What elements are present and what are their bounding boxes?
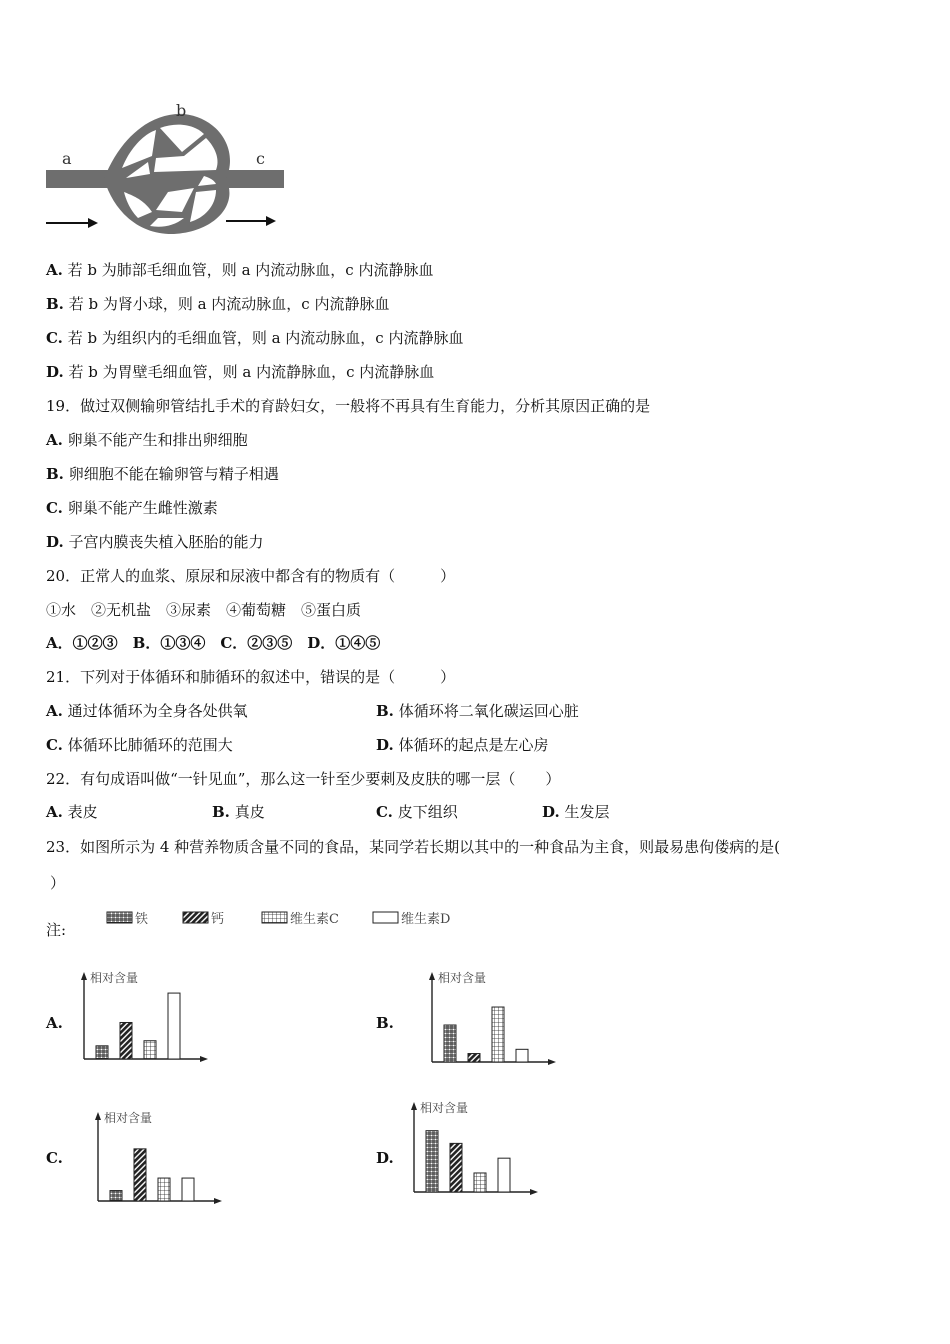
q19-option-b: B. 卵细胞不能在输卵管与精子相遇 xyxy=(46,465,279,483)
q18-option-a: A. 若 b 为肺部毛细血管，则 a 内流动脉血，c 内流静脉血 xyxy=(46,261,434,279)
y-axis-label: 相对含量 xyxy=(438,971,487,985)
bar-vitamin-c xyxy=(144,1041,156,1059)
legend-swatch-iron xyxy=(107,912,132,923)
legend-vitamin-c: 维生素C xyxy=(290,912,339,927)
bar-iron xyxy=(96,1046,108,1059)
figure-label-b: b xyxy=(176,101,187,120)
q21-option-c: C. 体循环比肺循环的范围大 xyxy=(46,736,233,754)
legend-iron: 铁 xyxy=(135,912,149,927)
y-axis-label: 相对含量 xyxy=(420,1101,469,1115)
bar-iron xyxy=(444,1025,456,1062)
x-axis-arrow xyxy=(200,1056,208,1062)
bar-vitamin-c xyxy=(474,1173,486,1192)
q23-note-label: 注: xyxy=(46,921,67,939)
bar-calcium xyxy=(134,1149,146,1201)
q19-option-d: D. 子宫内膜丧失植入胚胎的能力 xyxy=(46,533,264,551)
bar-calcium xyxy=(468,1054,480,1062)
figure-label-a: a xyxy=(62,149,72,168)
q19-option-c: C. 卵巢不能产生雌性激素 xyxy=(46,499,218,517)
q21-option-d: D. 体循环的起点是左心房 xyxy=(376,736,549,754)
bar-vitamin-c xyxy=(492,1007,504,1062)
x-axis-arrow xyxy=(214,1198,222,1204)
q23-stem: 23．如图所示为 4 种营养物质含量不同的食品，某同学若长期以其中的一种食品为主食，则最易患佝偻病的是( xyxy=(46,838,781,856)
q18-option-c: C. 若 b 为组织内的毛细血管，则 a 内流动脉血，c 内流静脉血 xyxy=(46,329,464,347)
bar-vitamin-d xyxy=(516,1049,528,1062)
x-axis-arrow xyxy=(548,1059,556,1065)
bar-chart-c xyxy=(88,1110,228,1207)
figure-label-c: c xyxy=(256,149,265,168)
y-axis-label: 相对含量 xyxy=(104,1111,153,1125)
legend-swatch-calcium xyxy=(183,912,208,923)
bar-chart-a xyxy=(74,970,214,1065)
bar-vitamin-c xyxy=(158,1178,170,1201)
y-axis-arrow xyxy=(411,1102,417,1110)
q22-option-d: D. 生发层 xyxy=(542,803,610,821)
chart-option-a-label: A. xyxy=(46,1014,63,1032)
bar-iron xyxy=(110,1191,122,1201)
legend-calcium: 钙 xyxy=(211,912,225,927)
legend-vitamin-d: 维生素D xyxy=(401,912,451,927)
q22-option-c: C. 皮下组织 xyxy=(376,803,458,821)
x-axis-arrow xyxy=(530,1189,538,1195)
y-axis-arrow xyxy=(95,1112,101,1120)
q20-options: A．①②③ B．①③④ C．②③⑤ D．①④⑤ xyxy=(46,634,381,652)
bar-chart-b xyxy=(422,970,562,1068)
chart-option-b-label: B. xyxy=(376,1014,394,1032)
y-axis-arrow xyxy=(429,972,435,980)
y-axis-label: 相对含量 xyxy=(90,971,139,985)
q21-stem: 21．下列对于体循环和肺循环的叙述中，错误的是（ ） xyxy=(46,668,456,686)
q18-option-b: B. 若 b 为肾小球，则 a 内流动脉血，c 内流静脉血 xyxy=(46,295,390,313)
bar-calcium xyxy=(120,1022,132,1059)
q23-stem-end: ） xyxy=(50,874,66,892)
q22-option-b: B. 真皮 xyxy=(212,803,265,821)
bar-calcium xyxy=(450,1143,462,1192)
chart-option-d-label: D. xyxy=(376,1149,394,1167)
q22-option-a: A. 表皮 xyxy=(46,803,98,821)
bar-chart-d xyxy=(404,1100,544,1198)
q21-option-a: A. 通过体循环为全身各处供氧 xyxy=(46,702,248,720)
legend-swatch-vitamin-d xyxy=(373,912,398,923)
q20-items: ①水 ②无机盐 ③尿素 ④葡萄糖 ⑤蛋白质 xyxy=(46,601,362,619)
q20-stem: 20．正常人的血浆、原尿和尿液中都含有的物质有（ ） xyxy=(46,567,456,585)
legend-swatch-vitamin-c xyxy=(262,912,287,923)
q21-option-b: B. 体循环将二氧化碳运回心脏 xyxy=(376,702,579,720)
bar-vitamin-d xyxy=(498,1158,510,1192)
q19-stem: 19．做过双侧输卵管结扎手术的育龄妇女，一般将不再具有生育能力，分析其原因正确的是 xyxy=(46,397,651,415)
y-axis-arrow xyxy=(81,972,87,980)
bar-iron xyxy=(426,1131,438,1192)
q18-option-d: D. 若 b 为胃壁毛细血管，则 a 内流静脉血，c 内流静脉血 xyxy=(46,363,435,381)
bar-vitamin-d xyxy=(168,993,180,1059)
bar-vitamin-d xyxy=(182,1178,194,1201)
capillary-network-figure xyxy=(44,100,286,245)
chart-option-c-label: C. xyxy=(46,1149,63,1167)
q19-option-a: A. 卵巢不能产生和排出卵细胞 xyxy=(46,431,248,449)
q22-stem: 22．有句成语叫做“一针见血”，那么这一针至少要刺及皮肤的哪一层（ ） xyxy=(46,770,561,788)
